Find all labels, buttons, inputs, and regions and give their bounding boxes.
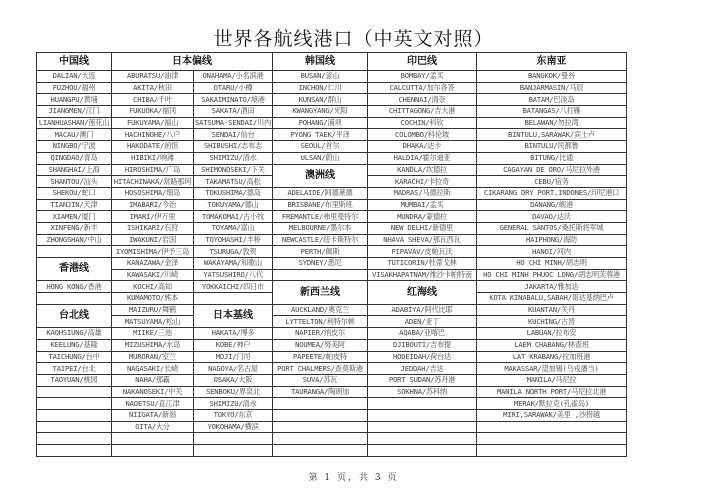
port-cell: MAKASSAR/望加锡(乌戎潘当) — [477, 363, 627, 375]
port-cell: LYTTELTON/利特尔顿 — [273, 316, 368, 328]
port-cell: TAOYUAN/桃园 — [37, 374, 112, 386]
port-cell: ULSAN/蔚山 — [273, 152, 368, 164]
port-cell: KUMAMOTO/熊本 — [112, 293, 194, 305]
port-cell: AKITA/秋田 — [112, 82, 194, 94]
table-row — [37, 316, 627, 328]
port-cell: MIIKE/三池 — [112, 328, 194, 340]
port-cell: PYONG TAEK/平泽 — [273, 129, 368, 141]
port-cell: INCHON/仁川 — [273, 82, 368, 94]
empty-cell — [273, 398, 368, 410]
port-cell: OSAKA/大阪 — [194, 374, 273, 386]
table-row — [37, 187, 627, 199]
port-cell: HUANGPU/黄埔 — [37, 94, 112, 106]
port-cell: MUMBAI/孟买 — [368, 199, 477, 211]
table-row — [37, 328, 627, 340]
port-cell: BANGKOK/曼谷 — [477, 71, 627, 83]
empty-cell — [37, 421, 112, 433]
port-cell: HITACHINAKA/常路那珂 — [112, 176, 194, 188]
port-cell: SUVA/苏瓦 — [273, 374, 368, 386]
port-cell: SHIMIZU/清水 — [194, 398, 273, 410]
table-row — [37, 339, 627, 351]
table-row — [37, 304, 627, 316]
port-cell: TIANJIN/天津 — [37, 199, 112, 211]
port-cell: KOCHI/高知 — [112, 281, 194, 293]
port-cell: NAKANOSEKI/中关 — [112, 386, 194, 398]
port-cell: HAKODATE/函馆 — [112, 141, 194, 153]
port-cell: GENERAL SANTOS/桑托斯将军城 — [477, 222, 627, 234]
port-cell: HACHINOHE/八户 — [112, 129, 194, 141]
empty-cell — [194, 293, 273, 305]
port-cell: PORT SUDAN/苏丹港 — [368, 374, 477, 386]
table-row — [37, 211, 627, 223]
page-footer: 第 1 页，共 3 页 — [308, 473, 399, 483]
empty-cell — [273, 269, 368, 281]
empty-cell — [194, 433, 273, 445]
port-cell: SHIMONOSEKI/下关 — [194, 164, 273, 176]
section-japan-base: 日本基线 — [194, 304, 273, 327]
port-cell: LIANHUASHAN/莲花山 — [37, 117, 112, 129]
port-cell: KAOHSIUNG/高雄 — [37, 328, 112, 340]
port-cell: BELAWAN/勿拉湾 — [477, 117, 627, 129]
port-cell: XINFENG/新丰 — [37, 222, 112, 234]
port-cell: HIROSHIMA/广岛 — [112, 164, 194, 176]
port-cell: TOKYO/东京 — [194, 409, 273, 421]
port-cell: SOKHNA/苏科纳 — [368, 386, 477, 398]
empty-cell — [112, 445, 194, 457]
port-cell: KOTA KINABALU,SABAH/哥达基纳巴卢 — [477, 293, 627, 305]
table-row — [37, 246, 627, 258]
port-table — [36, 52, 627, 457]
document-title: 世界各航线港口（中英文对照） — [213, 28, 494, 50]
port-cell: CEBU/宿务 — [477, 176, 627, 188]
port-cell: BUSAN/釜山 — [273, 71, 368, 83]
port-cell: HONG KONG/香港 — [37, 281, 112, 293]
empty-cell — [368, 445, 477, 457]
port-cell: NIIGATA/新潟 — [112, 409, 194, 421]
port-cell: YOKOHAMA/横滨 — [194, 421, 273, 433]
port-cell: JIANGMEN/江门 — [37, 106, 112, 118]
port-cell: ADELAIDE/阿德莱德 — [273, 187, 368, 199]
port-cell: OTARU/小樽 — [194, 82, 273, 94]
port-cell: NINGBO/宁波 — [37, 141, 112, 153]
table-row — [37, 82, 627, 94]
port-cell: DJIBOUTI/吉布提 — [368, 339, 477, 351]
port-cell: NHAVA SHEVA/那瓦西瓦 — [368, 234, 477, 246]
port-cell: JAKARTA/雅加达 — [477, 281, 627, 293]
port-cell: COCHIN/科钦 — [368, 117, 477, 129]
port-cell: QINGDAO/青岛 — [37, 152, 112, 164]
header-india-pakistan: 印巴线 — [368, 53, 477, 71]
empty-cell — [273, 445, 368, 457]
port-cell: YATSUSHIRO/八代 — [194, 269, 273, 281]
port-cell: LAT KRABANG/拉加班港 — [477, 351, 627, 363]
port-cell: TOKUYAMA/德山 — [194, 199, 273, 211]
table-row — [37, 374, 627, 386]
table-row — [37, 258, 627, 270]
port-cell: HANOI/河内 — [477, 246, 627, 258]
table-row — [37, 363, 627, 375]
table-row — [37, 94, 627, 106]
port-cell: SATSUMA-SENDAI/川内 — [195, 118, 271, 128]
port-cell: IWAKUNI/岩国 — [112, 234, 194, 246]
empty-cell — [368, 433, 477, 445]
port-cell: MADRAS/马德拉斯 — [368, 187, 477, 199]
port-cell: ZHONGSHAN/中山 — [37, 234, 112, 246]
port-cell: YOKKAICHI/四日市 — [194, 281, 273, 293]
table-row — [37, 445, 627, 457]
port-cell: MAIZURU/舞鹤 — [112, 304, 194, 316]
header-japan: 日本偏线 — [112, 53, 273, 71]
port-cell: TOMAKOMAI/古小牧 — [194, 211, 273, 223]
header-china: 中国线 — [37, 53, 112, 71]
table-row — [37, 199, 627, 211]
empty-cell — [112, 433, 194, 445]
port-cell: SAKAIMINATO/境港 — [194, 94, 273, 106]
port-cell: NAOETSU/直江津 — [112, 398, 194, 410]
port-cell: HIBIKI/响滩 — [112, 152, 194, 164]
port-cell: CAGAYAN DE ORO/马尼拉外港 — [477, 164, 627, 176]
port-cell: OITA/大分 — [112, 421, 194, 433]
table-row — [37, 129, 627, 141]
port-cell: PERTH/佩斯 — [273, 246, 368, 258]
port-cell: ADEN/亚丁 — [368, 316, 477, 328]
port-cell: HAIPHONG/海防 — [477, 234, 627, 246]
port-cell: HO CHI MINH PHUOC LONG/胡志明芙蓉港 — [477, 269, 627, 281]
port-cell: DHAKA/达卡 — [368, 141, 477, 153]
port-cell: TAIPEI/台北 — [37, 363, 112, 375]
port-cell: IYOMISHIMA/伊予三岛 — [112, 246, 194, 258]
port-cell: IMARI/伊万里 — [112, 211, 194, 223]
port-cell: BANJARMASIN/马辰 — [477, 82, 627, 94]
port-cell: PORT CHALMERS/查莫斯港 — [273, 363, 368, 375]
port-cell: KUANTAN/关丹 — [477, 304, 627, 316]
port-cell: BATANGAS/八打雁 — [477, 106, 627, 118]
port-cell: HODEIDAH/荷台达 — [368, 351, 477, 363]
header-southeast-asia: 东南亚 — [477, 53, 627, 71]
port-cell: KEELUNG/基隆 — [37, 339, 112, 351]
port-cell: FREMANTLE/弗里曼特尔 — [273, 211, 368, 223]
port-cell: SENDAI/仙台 — [194, 129, 273, 141]
port-cell: DANANG/岘港 — [477, 199, 627, 211]
table-row — [37, 152, 627, 164]
port-cell: IMABARI/今治 — [112, 199, 194, 211]
port-cell: PIPAVAV/皮帕瓦沃 — [368, 246, 477, 258]
port-cell: SHANTOU/汕头 — [37, 176, 112, 188]
port-cell: TOKUSHIMA/德岛 — [194, 187, 273, 199]
port-cell: MIZUSHIMA/水岛 — [112, 339, 194, 351]
empty-cell — [194, 445, 273, 457]
port-cell: DALIAN/大连 — [37, 71, 112, 83]
table-row — [37, 409, 627, 421]
empty-cell — [368, 421, 477, 433]
port-cell: BINTULU,SARAWAK/宾士卢 — [477, 129, 627, 141]
port-cell: BATAM/巴淡岛 — [477, 94, 627, 106]
port-cell: SYDNEY/悉尼 — [273, 258, 368, 270]
port-cell: NAPIER/纳皮尔 — [273, 328, 368, 340]
port-cell: BRISBANE/布里斯班 — [273, 199, 368, 211]
table-row — [37, 71, 627, 83]
port-cell: KWANGYANG/光阳 — [273, 106, 368, 118]
port-cell: TOYOHASHI/丰桥 — [194, 234, 273, 246]
port-cell: LAEM CHABANG/林查班 — [477, 339, 627, 351]
port-cell: AUCKLAND/奥克兰 — [273, 304, 368, 316]
port-cell: CHENNAI/清奈 — [368, 94, 477, 106]
empty-cell — [368, 398, 477, 410]
empty-cell — [37, 433, 112, 445]
port-cell: DAVAO/达沃 — [477, 211, 627, 223]
table-row — [37, 398, 627, 410]
port-cell: MANILA/马尼拉 — [477, 374, 627, 386]
port-cell: SHIMIZU/清水 — [194, 152, 273, 164]
port-cell: SEOUL/首尔 — [273, 141, 368, 153]
table-row — [37, 141, 627, 153]
port-cell: FUKUYAMA/福山 — [112, 117, 194, 129]
port-cell: TUTICORIN/杜蒂戈林 — [368, 258, 477, 270]
port-cell: CHITTAGONG/吉大港 — [368, 106, 477, 118]
port-cell: MURORAN/室兰 — [112, 351, 194, 363]
port-cell: SHEKOU/蛇口 — [37, 187, 112, 199]
port-cell: VISAKHAPATNAM/维沙卡帕特南 — [368, 269, 477, 281]
port-cell: XIAMEN/厦门 — [37, 211, 112, 223]
port-cell: NEW DELHI/新德里 — [368, 222, 477, 234]
port-cell: MACAU/澳门 — [37, 129, 112, 141]
port-cell: NAGOYA/名古屋 — [194, 363, 273, 375]
section-taipei: 台北线 — [37, 304, 112, 327]
empty-cell — [37, 409, 112, 421]
section-redsea: 红海线 — [368, 281, 477, 304]
table-row — [37, 269, 627, 281]
port-cell: NEWCASTLE/纽卡斯特尔 — [273, 234, 368, 246]
table-row — [37, 386, 627, 398]
port-cell: FUZHOU/福州 — [37, 82, 112, 94]
port-cell: NAGASAKI/长崎 — [112, 363, 194, 375]
port-cell: MOJI/门司 — [194, 351, 273, 363]
port-cell: ONAHAMA/小名滨港 — [194, 71, 273, 83]
port-cell: FUKUOKA/福冈 — [112, 106, 194, 118]
port-cell: LABUAN/拉布安 — [477, 328, 627, 340]
empty-cell — [37, 445, 112, 457]
port-cell: HO CHI MINH/胡志明 — [477, 258, 627, 270]
section-australia: 澳洲线 — [273, 164, 368, 187]
port-cell: TAURANGA/陶朗加 — [273, 386, 368, 398]
port-cell: HALDIA/霍尔迪亚 — [368, 152, 477, 164]
port-cell: CIKARANG DRY PORT,INDONES/印尼港口 — [477, 187, 627, 199]
empty-cell — [37, 293, 112, 305]
table-row — [37, 351, 627, 363]
port-cell: KARACHI/卡拉奇 — [368, 176, 477, 188]
port-cell: MUNDRA/蒙德拉 — [368, 211, 477, 223]
port-cell: POHANG/浦项 — [273, 117, 368, 129]
empty-cell — [477, 433, 627, 445]
port-cell: PAPEETE/帕皮特 — [273, 351, 368, 363]
port-cell: JEDDAH/吉达 — [368, 363, 477, 375]
empty-cell — [273, 433, 368, 445]
empty-cell — [477, 421, 627, 433]
empty-cell — [368, 409, 477, 421]
table-row — [37, 281, 627, 293]
port-cell: CHIBA/千叶 — [112, 94, 194, 106]
port-cell: BOMBAY/孟买 — [368, 71, 477, 83]
port-cell: COLOMBO/科伦坡 — [368, 129, 477, 141]
port-cell: MELBOURNE/墨尔本 — [273, 222, 368, 234]
port-cell: NOUMEA/努美阿 — [273, 339, 368, 351]
header-korea: 韩国线 — [273, 53, 368, 71]
port-cell: MERAK/默拉克(孔雀岛) — [477, 398, 627, 410]
table-row — [37, 117, 627, 129]
port-cell: KANAZAWA/金泽 — [112, 258, 194, 270]
port-cell: KOBE/神户 — [194, 339, 273, 351]
port-cell: BITUNG/比通 — [477, 152, 627, 164]
empty-cell — [37, 398, 112, 410]
table-row — [37, 164, 627, 176]
port-cell: HAKATA/博多 — [194, 328, 273, 340]
port-cell: ISHIKARI/石狩 — [112, 222, 194, 234]
port-cell: ABURATSU/油津 — [112, 71, 194, 83]
port-cell: KAWASAKI/川崎 — [112, 269, 194, 281]
port-cell: KUCHING/古晋 — [477, 316, 627, 328]
port-cell: SHANGHAI/上海 — [37, 164, 112, 176]
port-cell: MANILA NORTH PORT/马尼拉北港 — [477, 386, 627, 398]
port-cell: TSURUGA/敦贺 — [194, 246, 273, 258]
empty-cell — [37, 246, 112, 258]
port-cell: TAKAMATSU/高松 — [194, 176, 273, 188]
port-cell: ADABIYA/阿代比耶 — [368, 304, 477, 316]
header-row — [37, 53, 627, 71]
empty-cell — [37, 386, 112, 398]
empty-cell — [273, 421, 368, 433]
table-row — [37, 106, 627, 118]
port-cell: TAICHUNG/台中 — [37, 351, 112, 363]
port-cell: SHIBUSHI/志布志 — [194, 141, 273, 153]
empty-cell — [273, 409, 368, 421]
port-cell: WAKAYAMA/和歌山 — [194, 258, 273, 270]
table-row — [37, 433, 627, 445]
port-cell: KUNSAN/群山 — [273, 94, 368, 106]
port-cell: BINTULU/民都鲁 — [477, 141, 627, 153]
port-cell: HOSOSHIMA/细岛 — [112, 187, 194, 199]
port-cell: MIRI,SARAWAK/美里 ,沙捞越 — [477, 409, 627, 421]
port-cell: TOYAMA/富山 — [194, 222, 273, 234]
port-cell: SENBOKU/界泉北 — [194, 386, 273, 398]
port-cell: KANDLA/坎德拉 — [368, 164, 477, 176]
table-row — [37, 234, 627, 246]
port-cell: CALCUTTA/加尔各答 — [368, 82, 477, 94]
section-hongkong: 香港线 — [37, 258, 112, 281]
table-row — [37, 421, 627, 433]
port-cell: AQABA/亚喀巴 — [368, 328, 477, 340]
port-cell: SAKATA/酒田 — [194, 106, 273, 118]
table-row — [37, 222, 627, 234]
port-cell: MATSUYAMA/松山 — [112, 316, 194, 328]
port-cell: NAHA/那霸 — [112, 374, 194, 386]
empty-cell — [477, 445, 627, 457]
section-newzealand: 新西兰线 — [273, 281, 368, 304]
